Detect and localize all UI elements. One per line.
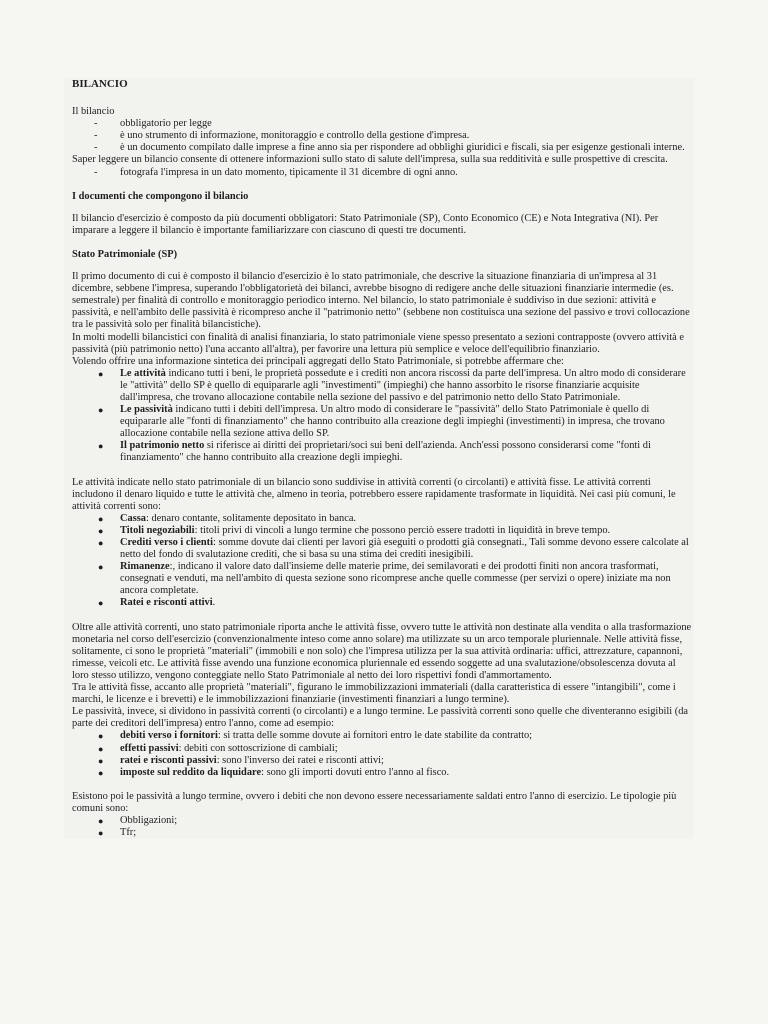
document-page <box>64 78 694 839</box>
list-item: - è un documento compilato dalle imprese a fine anno sia per rispondere ad obblighi giuridici e fiscali, sia per esigenze gestionali interne. <box>94 142 685 154</box>
list-item: ● Le attività indicano tutti i beni, le proprietà possedute e i crediti non ancora riscossi da parte dell'impresa. Un altro modo di considerare le "attività" dello SP è quello di equipararle agli "investimenti" (impieghi) che hanno assorbito le risorse finanziarie acquisite dall'impresa, che trovano allocazione contabile nella sezione del passivo e del patrimonio netto dello Stato Patrimoniale. <box>98 367 686 403</box>
intro-list <box>64 118 694 154</box>
intro-list-2 <box>64 167 694 179</box>
list-item: ● Crediti verso i clienti: somme dovute dai clienti per lavori già eseguiti o prodotti già consegnati., Tali somme devono essere calcolate al netto del fondo di svalutazione crediti, che si basa su una stima dei crediti inesigibili. <box>98 537 689 561</box>
sp-bullets <box>64 368 694 465</box>
section-heading-sp: Stato Patrimoniale (SP) <box>72 248 178 260</box>
list-item: - obbligatorio per legge <box>94 118 212 130</box>
list-item: ● effetti passivi: debiti con sottoscrizione di cambiali; <box>98 742 338 754</box>
sp-paragraph-8: Esistono poi le passività a lungo termine, ovvero i debiti che non devono essere necessariamente saldati entro l'anno di esercizio. Le tipologie più comuni sono: <box>72 790 677 814</box>
list-item: - fotografa l'impresa in un dato momento, tipicamente il 31 dicembre di ogni anno. <box>94 166 458 178</box>
sp-paragraph-5: Oltre alle attività correnti, uno stato patrimoniale riporta anche le attività fisse, ovvero tutte le attività non destinate alla vendita o alla trasformazione monetaria nel corso dell'esercizio (convenzionalmente inteso come anno solare) ma utilizzate su un arco temporale pluriennale. Nelle attività fisse, solitamente, ci sono le proprietà "materiali" (immobili e non solo) che l'impresa utilizza per la sua attività ordinaria: uffici, attrezzature, capannoni, rimesse, veicoli etc. Le attività fisse avendo una funzione economica pluriennale ed essendo soggette ad una svalutazione/obsolescenza dovuta al loro stesso utilizzo, vengono conteggiate nello Stato Patrimoniale al netto dei loro rispettivi fondi d'ammortamento. <box>72 621 692 681</box>
sp-paragraph-2: In molti modelli bilancistici con finalità di analisi finanziaria, lo stato patrimoniale viene spesso presentato a sezioni contrapposte (ovvero attività e passività (più patrimonio netto) l'una accanto all'altra), per favorire una lettura più semplice e veloce dell'equilibrio finanziario. <box>72 331 684 355</box>
list-item: ● Ratei e risconti attivi. <box>98 597 216 609</box>
list-item: ● ratei e risconti passivi: sono l'inverso dei ratei e risconti attivi; <box>98 754 384 766</box>
list-item: ● Cassa: denaro contante, solitamente depositato in banca. <box>98 512 357 524</box>
current-assets-list <box>64 513 694 610</box>
list-item: ● Titoli negoziabili: titoli privi di vincoli a lungo termine che possono perciò essere tradotti in liquidità in breve tempo. <box>98 524 611 536</box>
list-item: ● Rimanenze:, indicano il valore dato dall'insieme delle materie prime, dei semilavorati e dei prodotti finiti non ancora trasformati, consegnati e venduti, ma nell'ambito di questa sezione sono ricomprese anche quelle commesse (per servizi o opere) iniziate ma non ancora completate. <box>98 561 671 597</box>
section-text-documents: Il bilancio d'esercizio è composto da più documenti obbligatori: Stato Patrimoniale (SP), Conto Economico (CE) e Nota Integrativa (NI). Per imparare a leggere il bilancio è importante familiarizzare con ciascuno di questi tre documenti. <box>72 212 659 236</box>
long-term-liabilities-list <box>64 815 694 839</box>
list-item: ● Il patrimonio netto si riferisce ai diritti dei proprietari/soci sui beni dell'azienda. Anch'essi possono considerarsi come "fonti di finanziamento" che hanno contribuito alla creazione degli impieghi. <box>98 440 651 464</box>
section-heading-documents: I documenti che compongono il bilancio <box>72 190 249 202</box>
sp-paragraph-1: Il primo documento di cui è composto il bilancio d'esercizio è lo stato patrimoniale, che descrive la situazione finanziaria di un'impresa al 31 dicembre, sebbene l'impresa, superando l'obbligatorietà dei bilanci, avrebbe bisogno di redigere anche delle situazioni finanziarie intermedie (es. semestrale) per finalità di controllo e monitoraggio periodico interno. Nel bilancio, lo stato patrimoniale è suddiviso in due sezioni: attività e passività, e nell'ambito delle passività è ricompreso anche il "patrimonio netto" (sebbene non costituisca una sezione del passivo e trovi collocazione tra le passività solo per finalità bilancistiche). <box>72 271 690 331</box>
sp-paragraph-6: Tra le attività fisse, accanto alle proprietà "materiali", figurano le immobilizzazioni immateriali (dalla caratteristica di essere "intangibili", come i marchi, le licenze e i brevetti) e le immobilizzazioni finanziarie (investimenti finanziari a lungo termine). <box>72 682 676 706</box>
sp-paragraph-7: Le passività, invece, si dividono in passività correnti (o circolanti) e a lungo termine. Le passività correnti sono quelle che diventeranno esigibili (da parte dei creditori dell'impresa) entro l'anno, come ad esempio: <box>72 706 689 730</box>
list-item: ● Tfr; <box>98 827 137 839</box>
intro-lead: Il bilancio <box>72 106 115 118</box>
list-item: ● debiti verso i fornitori: si tratta delle somme dovute ai fornitori entro le date stabilite da contratto; <box>98 730 533 742</box>
list-item: ● imposte sul reddito da liquidare: sono gli importi dovuti entro l'anno al fisco. <box>98 766 450 778</box>
sp-paragraph-4: Le attività indicate nello stato patrimoniale di un bilancio sono suddivise in attività correnti (o circolanti) e attività fisse. Le attività correnti includono il denaro liquido e tutte le attività che, almeno in teoria, potrebbero essere rapidamente trasformate in liquidità. Nei casi più comuni, le attività correnti sono: <box>72 476 676 512</box>
list-item: ● Le passività indicano tutti i debiti dell'impresa. Un altro modo di considerare le "passività" dello Stato Patrimoniale è quello di equipararle alle "fonti di finanziamento" che hanno contribuito alla creazione degli impieghi (investimenti) in impresa, che trovano allocazione contabile nella sezione attiva dello SP. <box>98 404 665 440</box>
sp-paragraph-3: Volendo offrire una informazione sintetica dei principali aggregati dello Stato Patrimoniale, si potrebbe affermare che: <box>72 355 564 367</box>
intro-paragraph: Saper leggere un bilancio consente di ottenere informazioni sullo stato di salute dell'impresa, sulla sua redditività e sulle prospettive di crescita. <box>72 154 668 166</box>
current-liabilities-list <box>64 730 694 778</box>
list-item: ● Obbligazioni; <box>98 814 178 826</box>
document-title: BILANCIO <box>72 78 128 90</box>
list-item: - è uno strumento di informazione, monitoraggio e controllo della gestione d'impresa. <box>94 130 470 142</box>
